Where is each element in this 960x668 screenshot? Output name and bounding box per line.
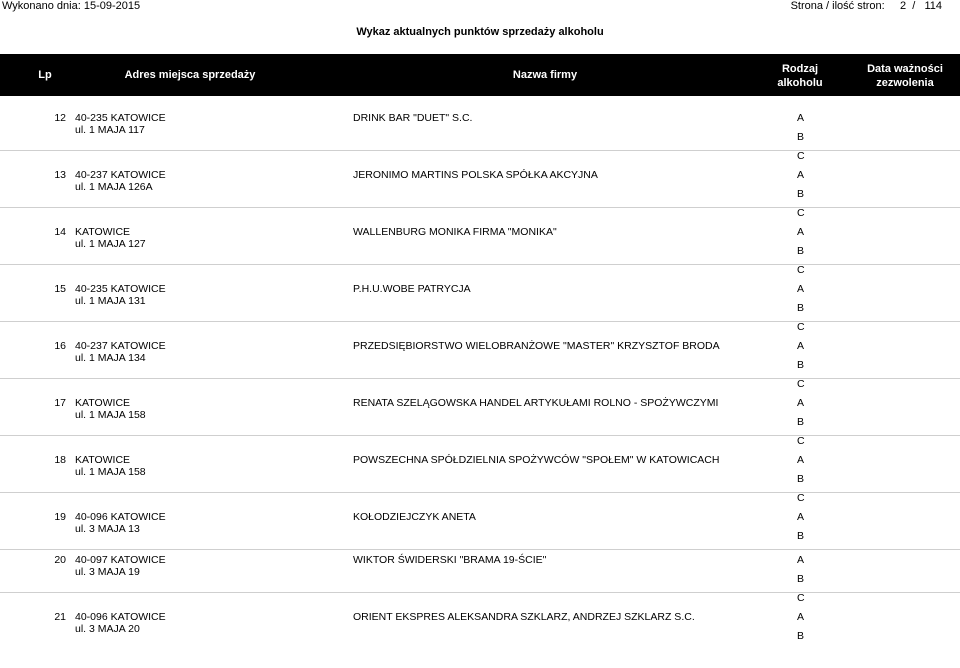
- row-kind: C: [797, 592, 805, 604]
- row-address-line1: 40-096 KATOWICE: [75, 611, 166, 623]
- row-kind: B: [797, 416, 805, 428]
- row-address-line2: ul. 1 MAJA 131: [75, 295, 146, 307]
- row-kind: A: [797, 397, 805, 409]
- row-kind: B: [797, 302, 805, 314]
- row-firm: KOŁODZIEJCZYK ANETA: [353, 511, 476, 523]
- row-kind: A: [797, 112, 805, 124]
- table-row: [0, 599, 960, 650]
- document-title: Wykaz aktualnych punktów sprzedaży alkoholu: [356, 26, 604, 38]
- row-lp: 19: [54, 511, 66, 523]
- row-lp: 18: [54, 454, 66, 466]
- row-address-line1: KATOWICE: [75, 454, 131, 466]
- row-address-line2: ul. 1 MAJA 126A: [75, 181, 153, 193]
- row-kind: A: [797, 226, 805, 238]
- row-firm: JERONIMO MARTINS POLSKA SPÓŁKA AKCYJNA: [353, 169, 598, 181]
- row-firm: POWSZECHNA SPÓŁDZIELNIA SPOŻYWCÓW "SPOŁEM" W KATOWICACH: [353, 454, 720, 466]
- row-address: [75, 554, 166, 578]
- row-firm: ORIENT EKSPRES ALEKSANDRA SZKLARZ, ANDRZEJ SZKLARZ S.C.: [353, 611, 695, 623]
- row-firm: PRZEDSIĘBIORSTWO WIELOBRANŻOWE "MASTER" KRZYSZTOF BRODA: [353, 340, 720, 352]
- row-address: [75, 454, 146, 478]
- header-lp: Lp: [38, 69, 52, 81]
- row-address: [75, 511, 166, 535]
- header-firm: Nazwa firmy: [512, 69, 578, 81]
- row-kind: B: [797, 188, 805, 200]
- row-kind: B: [797, 573, 805, 585]
- row-lp: 21: [54, 611, 66, 623]
- table-row: [0, 100, 960, 162]
- row-divider: [0, 592, 960, 593]
- row-divider: [0, 378, 960, 379]
- header-kind-line2: alkoholu: [777, 77, 823, 89]
- table-row: [0, 157, 960, 219]
- row-lp: 13: [54, 169, 66, 181]
- row-address-line2: ul. 1 MAJA 134: [75, 352, 146, 364]
- row-divider: [0, 150, 960, 151]
- row-kind: A: [797, 611, 805, 623]
- row-address-line1: KATOWICE: [75, 226, 131, 238]
- row-address: [75, 611, 166, 635]
- row-kind: A: [797, 283, 805, 295]
- row-address-line2: ul. 1 MAJA 158: [75, 466, 146, 478]
- generated-date: Wykonano dnia: 15-09-2015: [2, 0, 141, 12]
- table-row: [0, 542, 960, 604]
- row-lp: 16: [54, 340, 66, 352]
- row-address: [75, 169, 166, 193]
- row-lp: 12: [54, 112, 66, 124]
- row-kinds: [797, 611, 804, 668]
- row-divider: [0, 264, 960, 265]
- row-address-line1: 40-096 KATOWICE: [75, 511, 166, 523]
- header-kind-line1: Rodzaj: [781, 63, 819, 75]
- row-address-line1: 40-235 KATOWICE: [75, 112, 166, 124]
- row-kind: A: [797, 554, 805, 566]
- row-kind: [797, 649, 804, 668]
- row-lp: 15: [54, 283, 66, 295]
- header-kind: [760, 62, 840, 90]
- row-kind: A: [797, 454, 805, 466]
- row-address-line1: 40-237 KATOWICE: [75, 169, 166, 181]
- row-firm: WIKTOR ŚWIDERSKI "BRAMA 19-ŚCIE": [353, 554, 547, 566]
- row-address-line1: 40-097 KATOWICE: [75, 554, 166, 566]
- table-header: [0, 54, 960, 96]
- row-kind: B: [797, 473, 805, 485]
- row-divider: [0, 207, 960, 208]
- row-kind: C: [797, 435, 805, 447]
- row-kind: C: [797, 321, 805, 333]
- row-address-line2: ul. 1 MAJA 127: [75, 238, 146, 250]
- row-firm: P.H.U.WOBE PATRYCJA: [353, 283, 471, 295]
- row-address: [75, 226, 146, 250]
- header-valid-line1: Data ważności: [867, 63, 943, 75]
- row-lp: 17: [54, 397, 66, 409]
- row-lp: 14: [54, 226, 66, 238]
- row-kind: A: [797, 511, 805, 523]
- row-address: [75, 397, 146, 421]
- row-kind: A: [797, 340, 805, 352]
- row-kind: B: [797, 530, 805, 542]
- row-firm: WALLENBURG MONIKA FIRMA "MONIKA": [353, 226, 557, 238]
- row-address-line2: ul. 3 MAJA 13: [75, 523, 140, 535]
- row-kind: B: [797, 359, 805, 371]
- row-firm: RENATA SZELĄGOWSKA HANDEL ARTYKUŁAMI ROLNO - SPOŻYWCZYMI: [353, 397, 719, 409]
- row-kind: B: [797, 245, 805, 257]
- row-address-line2: ul. 1 MAJA 158: [75, 409, 146, 421]
- row-address-line1: KATOWICE: [75, 397, 131, 409]
- row-address: [75, 283, 166, 307]
- row-divider: [0, 321, 960, 322]
- row-kind: C: [797, 150, 805, 162]
- row-divider: [0, 492, 960, 493]
- row-kind: A: [797, 169, 805, 181]
- row-kind: C: [797, 264, 805, 276]
- row-address-line1: 40-235 KATOWICE: [75, 283, 166, 295]
- row-kind: C: [797, 492, 805, 504]
- page-counter: Strona / ilość stron: 2 / 114: [790, 0, 942, 12]
- table-row: [0, 328, 960, 390]
- row-address-line1: 40-237 KATOWICE: [75, 340, 166, 352]
- header-valid-line2: zezwolenia: [876, 77, 934, 89]
- row-address: [75, 112, 166, 136]
- row-address-line2: ul. 1 MAJA 117: [75, 124, 145, 136]
- row-divider: [0, 435, 960, 436]
- header-valid: [850, 62, 960, 90]
- row-address-line2: ul. 3 MAJA 19: [75, 566, 140, 578]
- row-firm: DRINK BAR "DUET" S.C.: [353, 112, 473, 124]
- table-row: [0, 385, 960, 447]
- row-kind: B: [797, 131, 805, 143]
- row-kind: B: [797, 630, 805, 642]
- row-lp: 20: [54, 554, 66, 566]
- table-row: [0, 214, 960, 276]
- table-row: [0, 442, 960, 504]
- table-row: [0, 271, 960, 333]
- row-address: [75, 340, 166, 364]
- row-address-line2: ul. 3 MAJA 20: [75, 623, 140, 635]
- row-kind: C: [797, 207, 805, 219]
- row-kind: C: [797, 378, 805, 390]
- page-top-bar: [0, 0, 960, 14]
- header-address: Adres miejsca sprzedaży: [124, 69, 256, 81]
